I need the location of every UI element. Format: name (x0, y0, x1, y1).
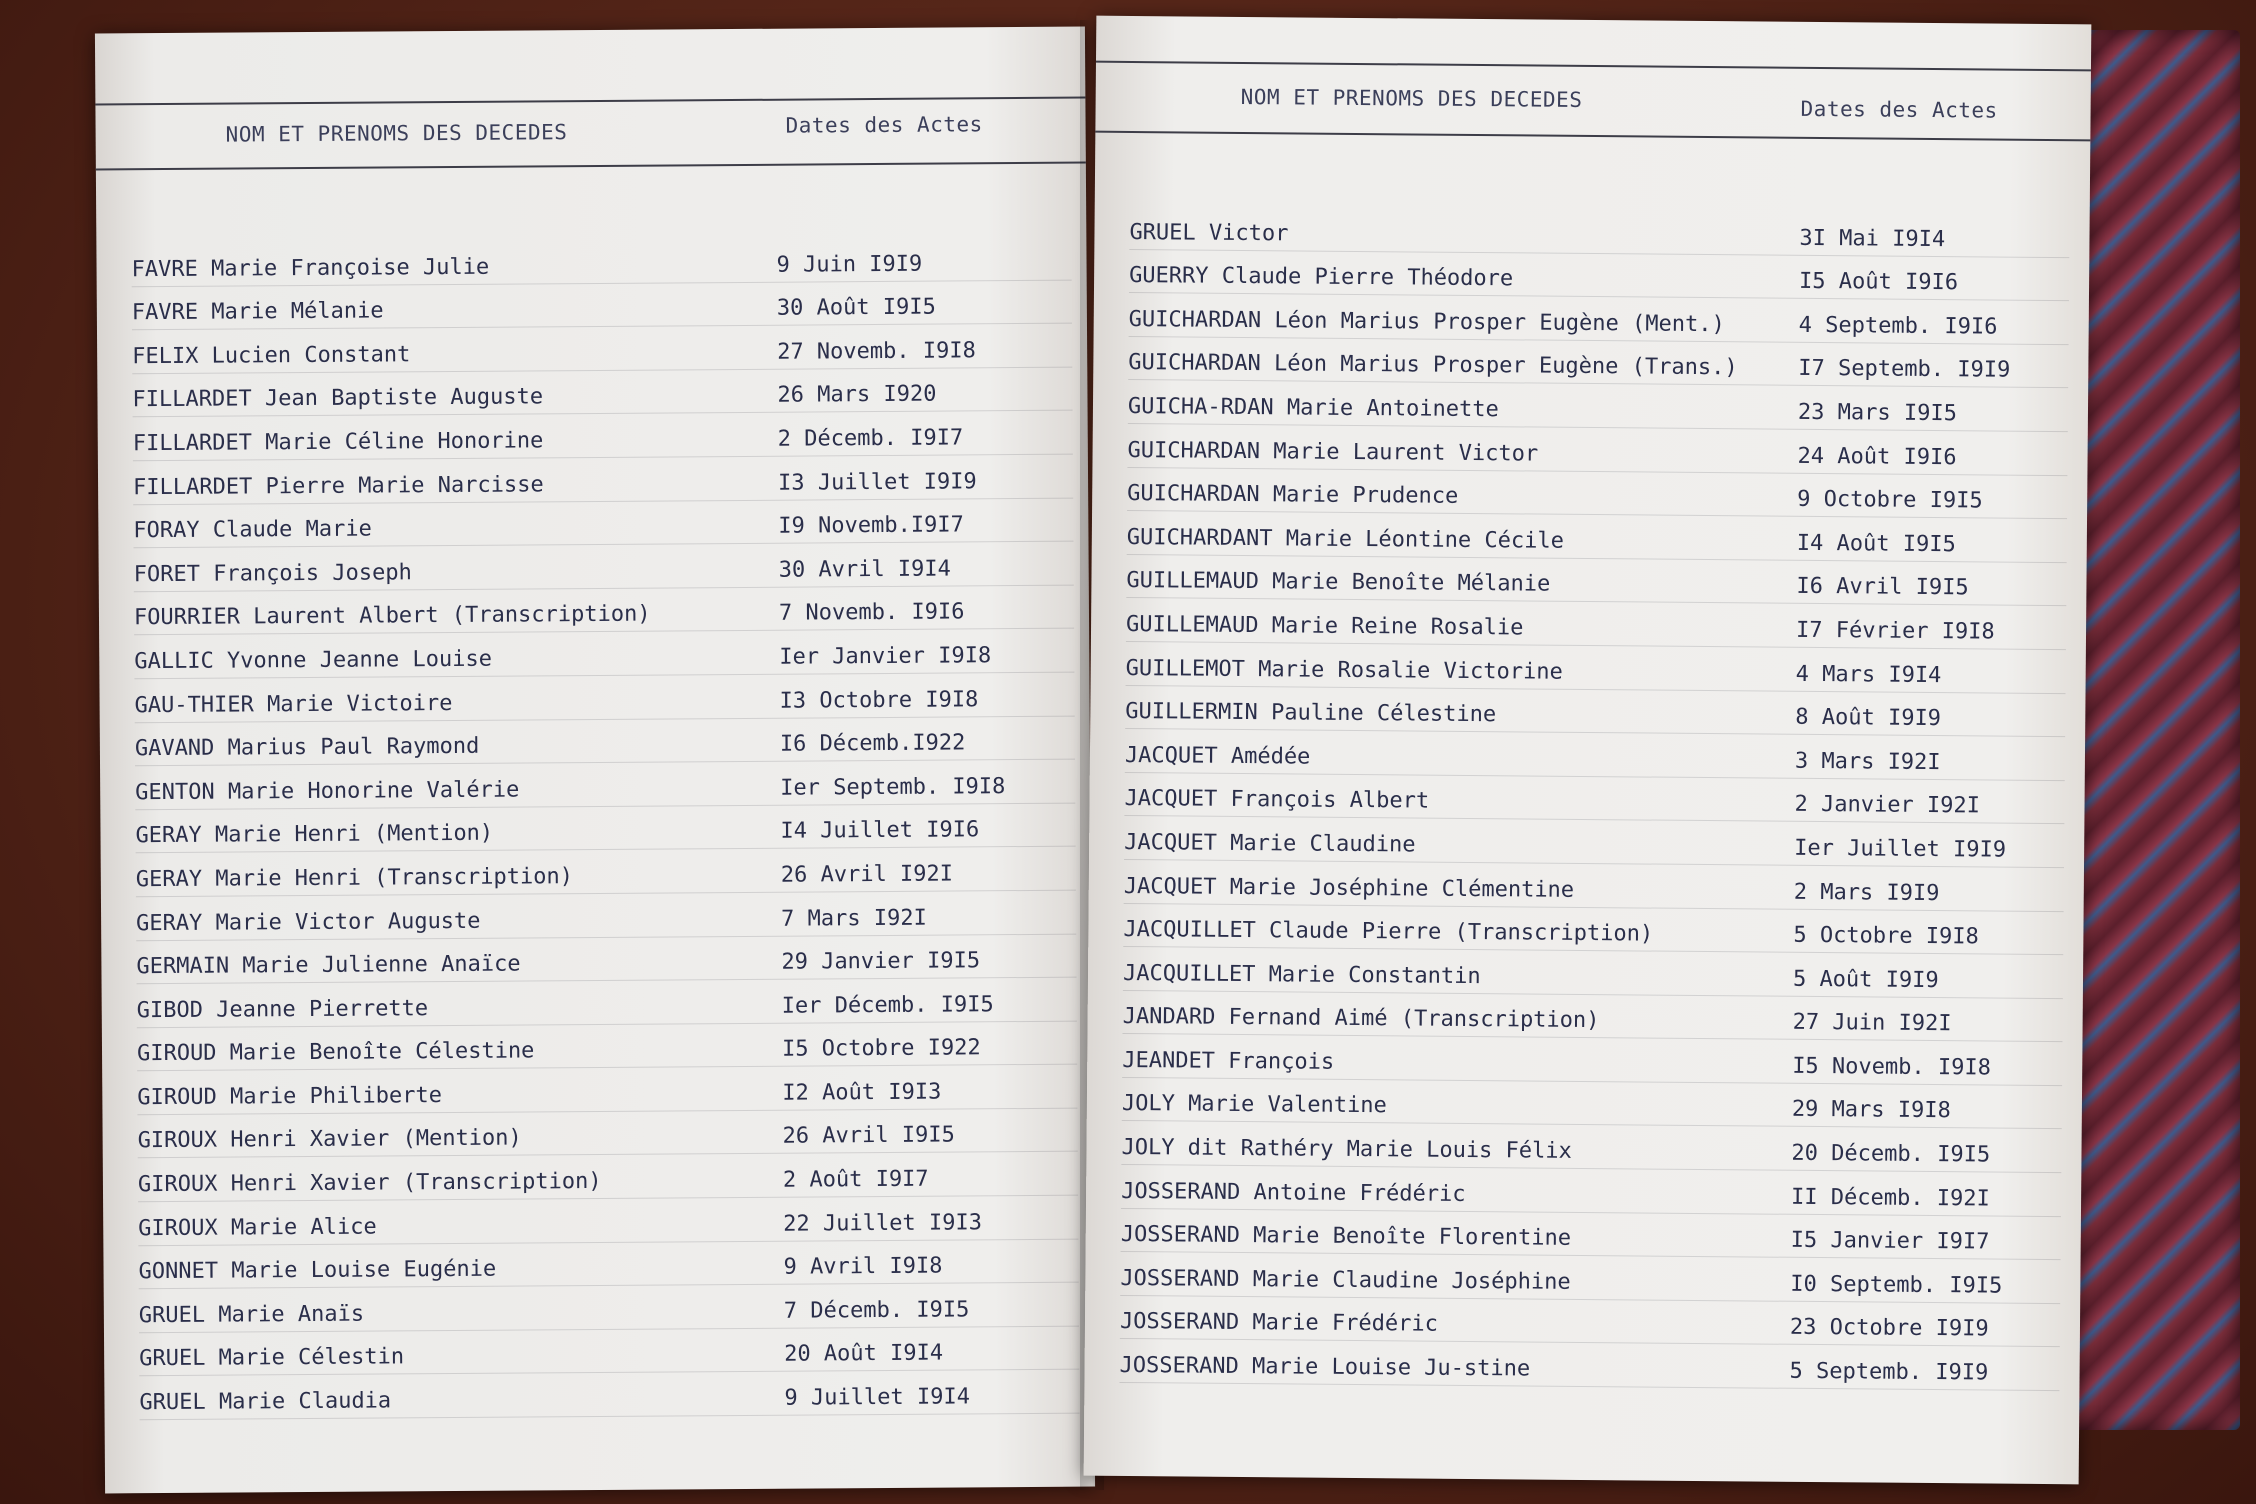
act-date: 5 Août I9I9 (1792, 966, 1939, 993)
act-date: I6 Avril I9I5 (1796, 574, 1969, 601)
list-item (137, 1065, 1077, 1115)
act-date: 29 Janvier I9I5 (781, 948, 981, 975)
deceased-name: GUICHARDAN Marie Laurent Victor (1127, 437, 1539, 467)
dates-column-header: Dates des Actes (1800, 96, 1998, 123)
list-item (135, 803, 1075, 853)
deceased-name: GERAY Marie Henri (Transcription) (135, 864, 573, 893)
deceased-name: JACQUET François Albert (1124, 786, 1430, 814)
deceased-name: JOSSERAND Marie Benoîte Florentine (1120, 1222, 1572, 1252)
act-date: 2 Janvier I92I (1794, 792, 1981, 819)
deceased-name: GRUEL Victor (1129, 219, 1289, 246)
list-item (137, 1109, 1077, 1159)
list-item (139, 1370, 1079, 1420)
header-rule (96, 162, 1086, 171)
act-date: 7 Mars I92I (781, 905, 927, 932)
act-date: 27 Juin I92I (1792, 1010, 1952, 1037)
list-item (134, 585, 1074, 635)
deceased-name: FELIX Lucien Constant (132, 342, 411, 370)
act-date: 26 Mars I920 (777, 381, 937, 409)
act-date: 8 Août I9I9 (1795, 704, 1942, 732)
deceased-name: GIROUX Marie Alice (138, 1214, 377, 1241)
act-date: 2 Décemb. I9I7 (777, 425, 964, 452)
act-date: Ier Juillet I9I9 (1794, 835, 2007, 863)
deceased-name: GUICHARDANT Marie Léontine Cécile (1126, 524, 1565, 554)
deceased-name: GUERRY Claude Pierre Théodore (1129, 263, 1514, 292)
act-date: 7 Décemb. I9I5 (783, 1297, 970, 1324)
act-date: 22 Juillet I9I3 (783, 1209, 983, 1237)
deceased-name: FOURRIER Laurent Albert (Transcription) (133, 601, 651, 631)
act-date: 20 Décemb. I9I5 (1791, 1140, 1991, 1168)
deceased-name: JANDARD Fernand Aimé (Transcription) (1122, 1004, 1600, 1034)
deceased-name: GUILLEMAUD Marie Reine Rosalie (1125, 611, 1524, 641)
deceased-name: FAVRE Marie Mélanie (131, 298, 384, 326)
deceased-name: GUICHARDAN Marie Prudence (1127, 481, 1459, 510)
act-date: I2 Août I9I3 (782, 1079, 942, 1106)
dates-column-header: Dates des Actes (785, 112, 983, 138)
deceased-name: GIROUX Henri Xavier (Mention) (137, 1125, 522, 1154)
list-item (132, 324, 1072, 374)
list-item (131, 237, 1071, 287)
deceased-name: JOSSERAND Antoine Frédéric (1121, 1178, 1466, 1207)
list-item (132, 367, 1072, 417)
act-date: 26 Avril I92I (780, 861, 954, 888)
list-item (134, 629, 1074, 679)
act-date: 24 Août I9I6 (1797, 443, 1957, 470)
act-date: 23 Mars I9I5 (1797, 399, 1958, 427)
act-date: 3I Mai I9I4 (1799, 225, 1946, 252)
act-date: 9 Octobre I9I5 (1797, 486, 1983, 514)
act-date: 7 Novemb. I9I6 (778, 599, 965, 627)
deceased-name: GERMAIN Marie Julienne Anaïce (136, 951, 521, 980)
act-date: 20 Août I9I4 (784, 1341, 944, 1368)
list-item (137, 1021, 1077, 1071)
names-column-header: NOM ET PRENOMS DES DECEDES (1240, 84, 1583, 112)
deceased-name: GALLIC Yvonne Jeanne Louise (134, 646, 493, 675)
act-date: 2 Août I9I7 (782, 1166, 929, 1193)
deceased-name: FAVRE Marie Françoise Julie (131, 254, 490, 282)
list-item (138, 1196, 1078, 1246)
deceased-name: GUILLERMIN Pauline Célestine (1125, 699, 1497, 728)
top-rule (1096, 61, 2091, 72)
act-date: I3 Juillet I9I9 (777, 468, 977, 496)
act-date: 4 Septemb. I9I6 (1798, 312, 1998, 340)
act-date: 5 Septemb. I9I9 (1789, 1358, 1989, 1386)
list-item (132, 280, 1072, 330)
list-item (138, 1152, 1078, 1202)
act-date: 29 Mars I9I8 (1791, 1097, 1951, 1124)
deceased-name: JACQUILLET Marie Constantin (1122, 960, 1481, 989)
deceased-name: GAVAND Marius Paul Raymond (134, 733, 480, 762)
deceased-name: JOLY dit Rathéry Marie Louis Félix (1121, 1135, 1572, 1164)
list-item (133, 455, 1073, 505)
list-item (134, 673, 1074, 723)
list-item (136, 891, 1076, 941)
list-item (138, 1239, 1078, 1289)
list-item (136, 847, 1076, 897)
deceased-name: JACQUET Marie Joséphine Clémentine (1123, 873, 1575, 903)
right-page (1084, 16, 2092, 1485)
deceased-name: JOSSERAND Marie Louise Ju-stine (1119, 1352, 1531, 1382)
act-date: 30 Août I9I5 (776, 294, 936, 321)
list-item (136, 934, 1076, 984)
deceased-name: JOSSERAND Marie Frédéric (1119, 1309, 1438, 1338)
right-entry-list (1119, 206, 2069, 1391)
deceased-name: GUICHARDAN Léon Marius Prosper Eugène (Trans.) (1128, 350, 1738, 381)
list-item (135, 716, 1075, 766)
act-date: 30 Avril I9I4 (778, 556, 951, 583)
deceased-name: FORAY Claude Marie (133, 516, 372, 544)
deceased-name: GUICHARDAN Léon Marius Prosper Eugène (Ment.) (1128, 306, 1725, 337)
act-date: I5 Octobre I922 (781, 1035, 981, 1062)
act-date: Ier Décemb. I9I5 (781, 991, 994, 1019)
names-column-header: NOM ET PRENOMS DES DECEDES (225, 120, 568, 147)
deceased-name: GRUEL Marie Anaïs (138, 1301, 365, 1329)
top-rule (95, 97, 1085, 106)
list-item (134, 542, 1074, 592)
deceased-name: JOSSERAND Marie Claudine Joséphine (1120, 1265, 1571, 1295)
deceased-name: GONNET Marie Louise Eugénie (138, 1256, 497, 1285)
left-page (95, 27, 1095, 1494)
deceased-name: GIROUD Marie Benoîte Célestine (136, 1038, 535, 1067)
act-date: I3 Octobre I9I8 (779, 686, 979, 714)
deceased-name: FILLARDET Pierre Marie Narcisse (132, 471, 544, 500)
act-date: I7 Septemb. I9I9 (1798, 356, 2011, 384)
act-date: I0 Septemb. I9I5 (1790, 1271, 2003, 1299)
deceased-name: GUILLEMOT Marie Rosalie Victorine (1125, 655, 1563, 685)
act-date: I5 Novemb. I9I8 (1792, 1053, 1992, 1081)
deceased-name: JACQUET Amédée (1124, 742, 1311, 770)
deceased-name: GUILLEMAUD Marie Benoîte Mélanie (1126, 568, 1551, 598)
list-item (133, 411, 1073, 461)
header-rule (1095, 131, 2090, 142)
deceased-name: GRUEL Marie Célestin (139, 1344, 405, 1372)
list-item (1119, 1339, 2059, 1391)
act-date: I5 Janvier I9I7 (1790, 1228, 1990, 1255)
deceased-name: GRUEL Marie Claudia (139, 1388, 392, 1416)
deceased-name: FILLARDET Marie Céline Honorine (132, 428, 544, 457)
act-date: I9 Novemb.I9I7 (778, 512, 964, 539)
act-date: II Décemb. I92I (1790, 1184, 1990, 1212)
deceased-name: GIROUX Henri Xavier (Transcription) (137, 1169, 602, 1198)
act-date: 3 Mars I92I (1794, 748, 1941, 775)
deceased-name: GERAY Marie Henri (Mention) (135, 821, 494, 849)
act-date: 26 Avril I9I5 (782, 1122, 955, 1150)
act-date: I4 Juillet I9I6 (780, 817, 980, 845)
act-date: 5 Octobre I9I8 (1793, 922, 1979, 950)
act-date: 27 Novemb. I9I8 (777, 338, 976, 365)
act-date: 9 Juillet I9I4 (784, 1384, 970, 1411)
deceased-name: GIBOD Jeanne Pierrette (136, 995, 429, 1023)
deceased-name: GIROUD Marie Philiberte (137, 1082, 443, 1111)
act-date: Ier Septemb. I9I8 (780, 773, 1006, 801)
act-date: 2 Mars I9I9 (1793, 879, 1940, 906)
deceased-name: JOLY Marie Valentine (1121, 1091, 1387, 1119)
act-date: I5 Août I9I6 (1798, 269, 1959, 296)
left-entry-list (131, 237, 1079, 1421)
list-item (139, 1283, 1079, 1333)
list-item (137, 978, 1077, 1028)
deceased-name: GERAY Marie Victor Auguste (136, 908, 481, 936)
act-date: I6 Décemb.I922 (779, 730, 966, 757)
list-item (139, 1326, 1079, 1376)
act-date: Ier Janvier I9I8 (779, 643, 992, 670)
act-date: 23 Octobre I9I9 (1789, 1315, 1989, 1342)
deceased-name: JEANDET François (1122, 1047, 1335, 1075)
deceased-name: GAU-THIER Marie Victoire (134, 690, 453, 718)
deceased-name: JACQUILLET Claude Pierre (Transcription) (1123, 917, 1654, 947)
act-date: I7 Février I9I8 (1795, 617, 1995, 645)
deceased-name: GUICHA-RDAN Marie Antoinette (1127, 393, 1499, 423)
list-item (135, 760, 1075, 810)
act-date: I4 Août I9I5 (1796, 530, 1956, 557)
deceased-name: FORET François Joseph (133, 560, 412, 587)
deceased-name: GENTON Marie Honorine Valérie (135, 777, 520, 805)
list-item (133, 498, 1073, 548)
deceased-name: JACQUET Marie Claudine (1124, 829, 1416, 858)
act-date: 4 Mars I9I4 (1795, 661, 1942, 688)
act-date: 9 Avril I9I8 (783, 1253, 943, 1280)
deceased-name: FILLARDET Jean Baptiste Auguste (132, 384, 544, 413)
act-date: 9 Juin I9I9 (776, 251, 923, 278)
